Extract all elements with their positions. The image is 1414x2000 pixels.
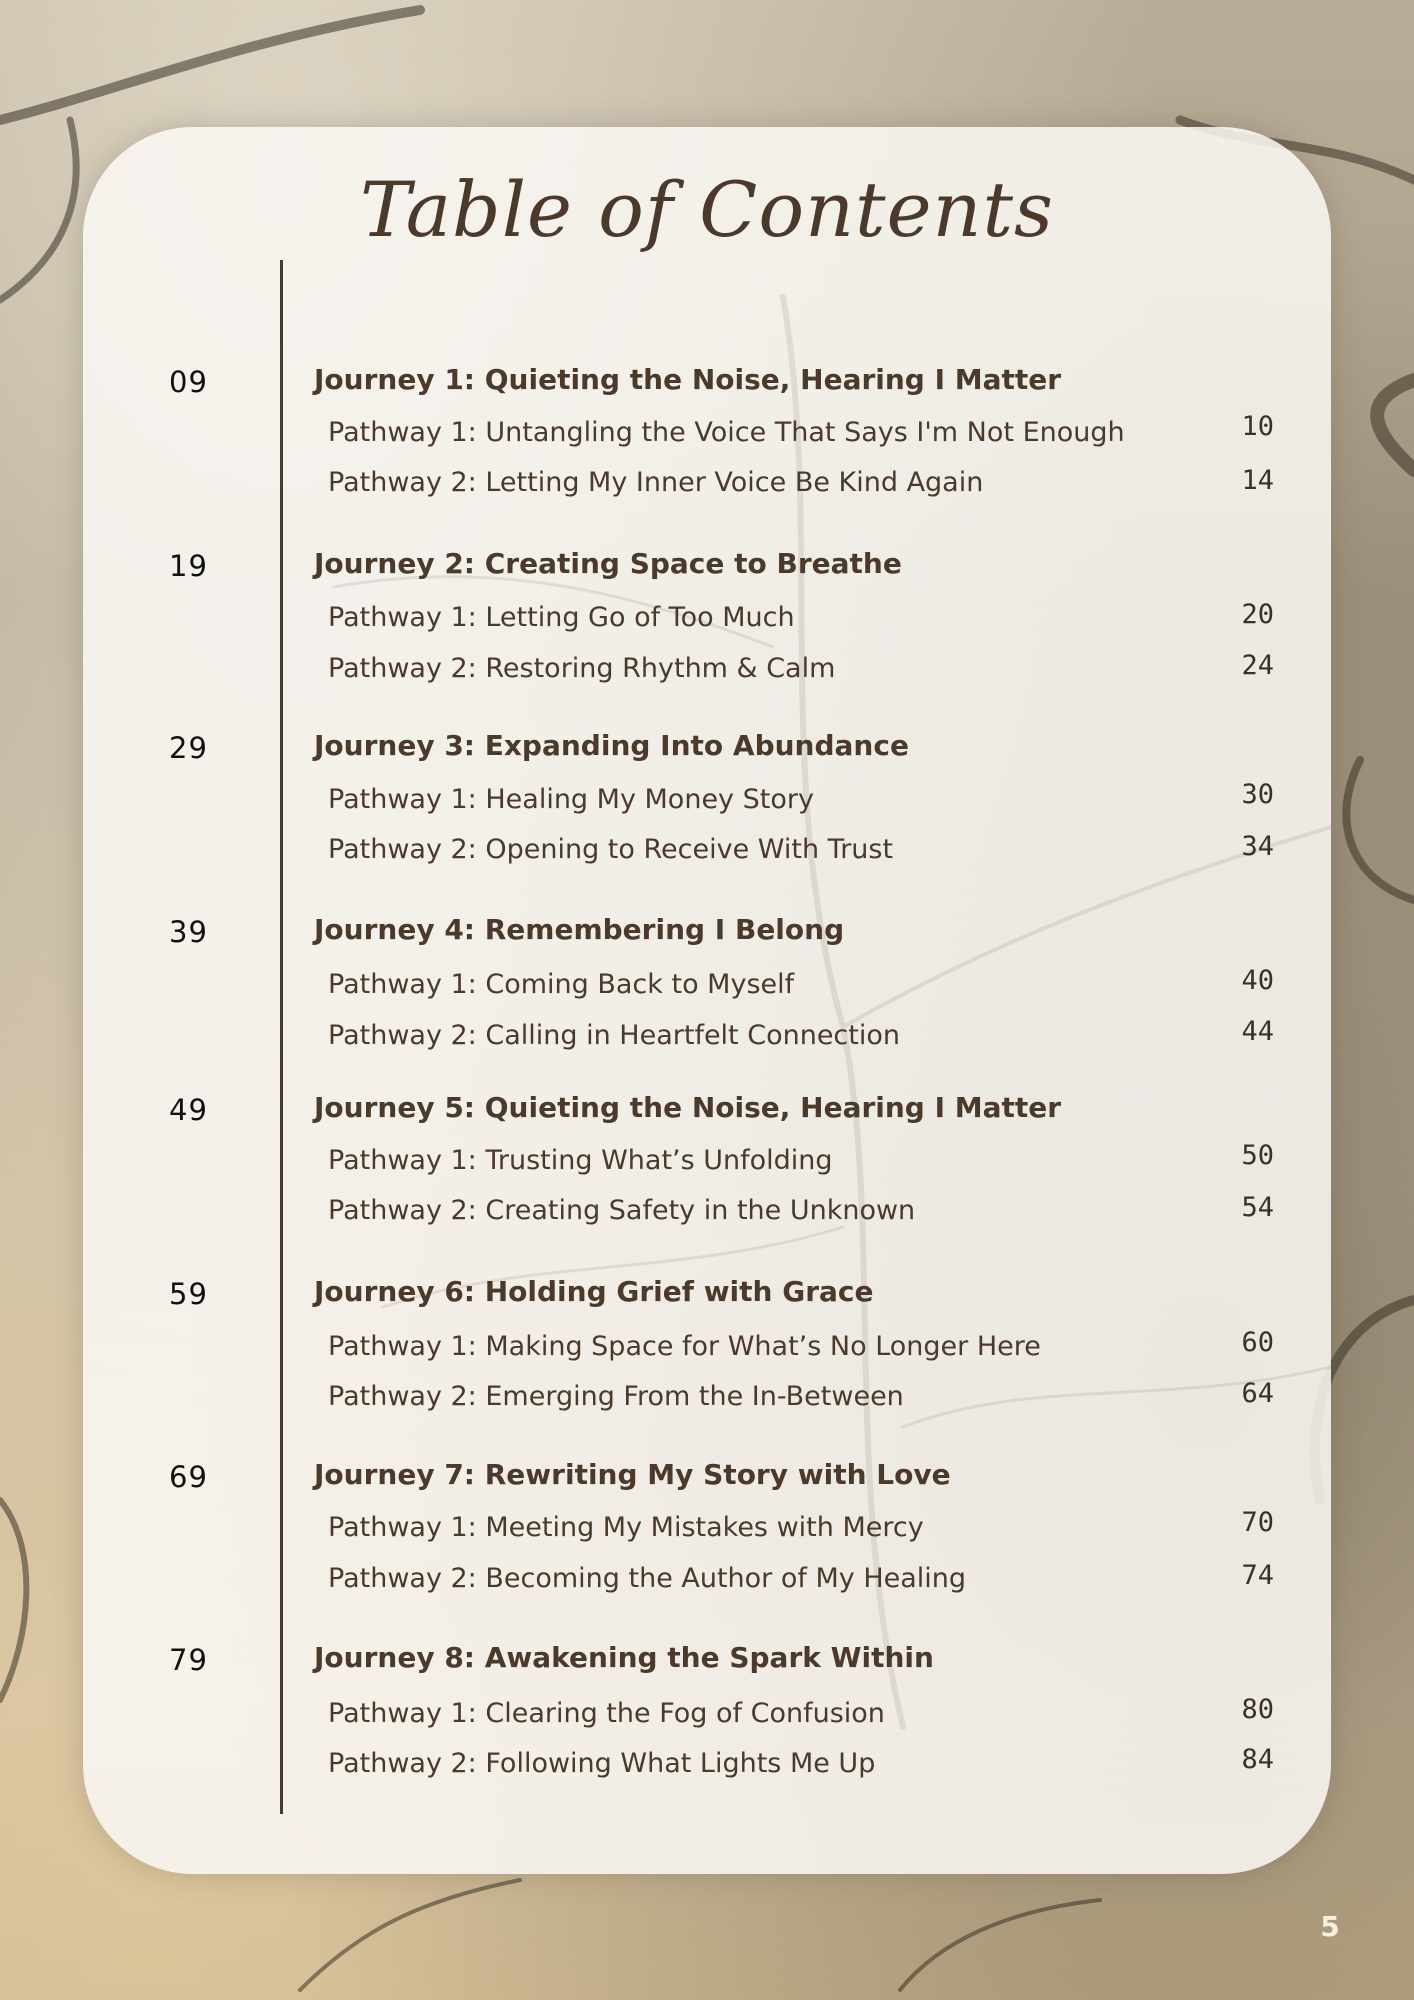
pathway-title[interactable]: Pathway 2: Following What Lights Me Up [328,1748,876,1779]
pathway-title[interactable]: Pathway 2: Restoring Rhythm & Calm [328,653,836,684]
page-number: 5 [1320,1910,1340,1943]
journey-title[interactable]: Journey 5: Quieting the Noise, Hearing I Matter [314,1091,1062,1124]
pathway-title[interactable]: Pathway 2: Becoming the Author of My Healing [328,1563,967,1594]
pathway-title[interactable]: Pathway 1: Coming Back to Myself [328,969,795,1000]
page-title: Table of Contents [359,165,1055,254]
pathway-page-number: 44 [1241,1016,1274,1047]
pathway-page-number: 60 [1241,1327,1274,1358]
pathway-title[interactable]: Pathway 2: Emerging From the In-Between [328,1381,904,1412]
pathway-page-number: 64 [1241,1378,1274,1409]
pathway-page-number: 70 [1241,1507,1274,1538]
pathway-title[interactable]: Pathway 2: Letting My Inner Voice Be Kind Again [328,467,984,498]
journey-page-number: 29 [169,731,208,765]
pathway-title[interactable]: Pathway 2: Opening to Receive With Trust [328,834,894,865]
journey-page-number: 09 [169,365,208,399]
journey-page-number: 19 [169,549,208,583]
pathway-title[interactable]: Pathway 1: Clearing the Fog of Confusion [328,1698,885,1729]
journey-title[interactable]: Journey 2: Creating Space to Breathe [314,547,902,580]
pathway-title[interactable]: Pathway 1: Meeting My Mistakes with Mercy [328,1512,924,1543]
pathway-page-number: 24 [1241,650,1274,681]
pathway-title[interactable]: Pathway 1: Making Space for What’s No Longer Here [328,1331,1041,1362]
pathway-title[interactable]: Pathway 1: Untangling the Voice That Says I'm Not Enough [328,417,1125,448]
pathway-page-number: 40 [1241,965,1274,996]
journey-title[interactable]: Journey 1: Quieting the Noise, Hearing I Matter [314,363,1062,396]
journey-page-number: 69 [169,1460,208,1494]
journey-title[interactable]: Journey 8: Awakening the Spark Within [314,1641,934,1674]
pathway-title[interactable]: Pathway 1: Healing My Money Story [328,784,814,815]
toc-card [83,127,1331,1874]
pathway-page-number: 20 [1241,599,1274,630]
journey-page-number: 59 [169,1277,208,1311]
journey-title[interactable]: Journey 4: Remembering I Belong [314,913,845,946]
vertical-divider [280,260,283,1814]
pathway-page-number: 30 [1241,779,1274,810]
journey-title[interactable]: Journey 6: Holding Grief with Grace [314,1275,874,1308]
journey-page-number: 49 [169,1093,208,1127]
journey-page-number: 79 [169,1643,208,1677]
pathway-title[interactable]: Pathway 1: Letting Go of Too Much [328,602,795,633]
pathway-title[interactable]: Pathway 2: Creating Safety in the Unknown [328,1195,916,1226]
pathway-title[interactable]: Pathway 2: Calling in Heartfelt Connection [328,1020,900,1051]
pathway-page-number: 10 [1241,411,1274,442]
pathway-page-number: 80 [1241,1694,1274,1725]
pathway-page-number: 84 [1241,1744,1274,1775]
pathway-title[interactable]: Pathway 1: Trusting What’s Unfolding [328,1145,833,1176]
pathway-page-number: 14 [1241,465,1274,496]
journey-page-number: 39 [169,915,208,949]
pathway-page-number: 74 [1241,1560,1274,1591]
journey-title[interactable]: Journey 7: Rewriting My Story with Love [314,1458,951,1491]
journey-title[interactable]: Journey 3: Expanding Into Abundance [314,729,909,762]
pathway-page-number: 50 [1241,1140,1274,1171]
pathway-page-number: 34 [1241,831,1274,862]
pathway-page-number: 54 [1241,1192,1274,1223]
